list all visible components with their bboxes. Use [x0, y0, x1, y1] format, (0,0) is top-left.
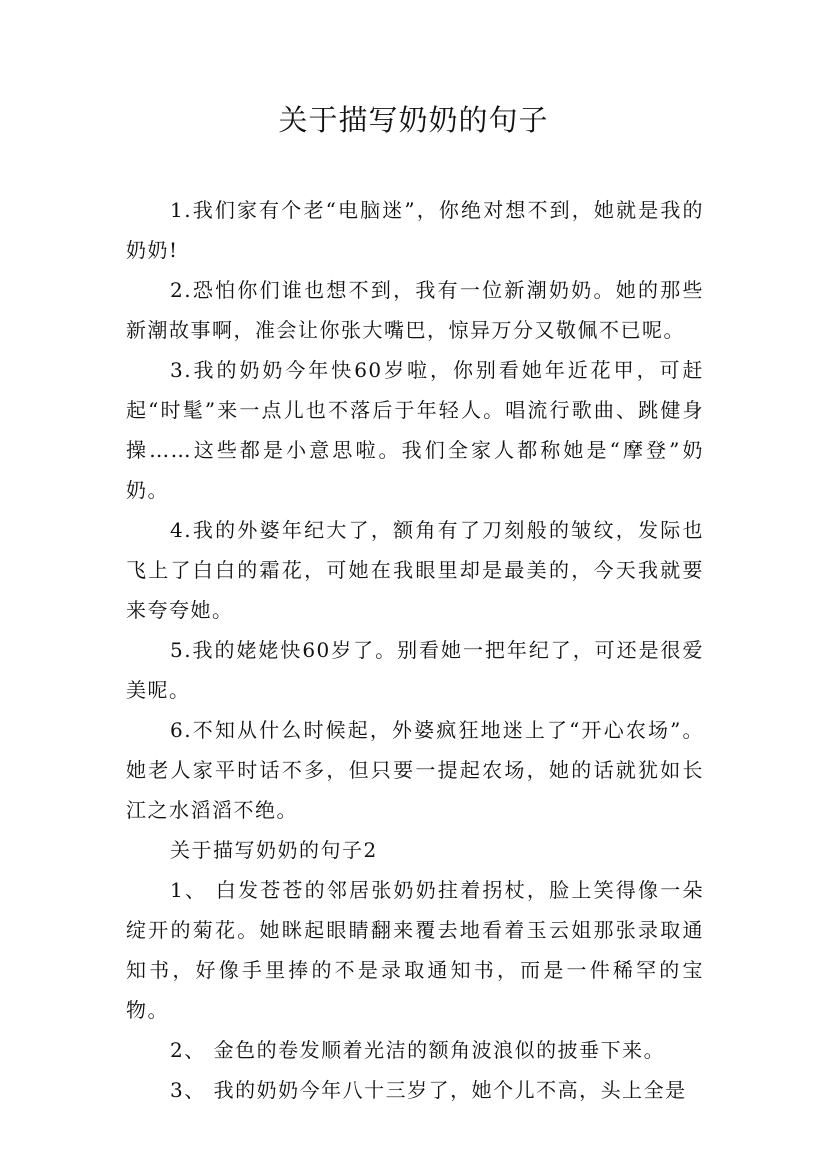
paragraph-7: 1、 白发苍苍的邻居张奶奶拄着拐杖，脸上笑得像一朵绽开的菊花。她眯起眼睛翻来覆去地看着玉云姐那张录取通知书，好像手里捧的不是录取通知书，而是一件稀罕的宝物。: [126, 878, 704, 1022]
paragraph-9: 3、 我的奶奶今年八十三岁了，她个儿不高，头上全是: [170, 1078, 687, 1102]
paragraph-8: 2、 金色的卷发顺着光洁的额角波浪似的披垂下来。: [170, 1038, 666, 1062]
paragraph-1: 1.我们家有个老“电脑迷”，你绝对想不到，她就是我的奶奶!: [126, 198, 704, 262]
paragraph-3: 3.我的奶奶今年快60岁啦，你别看她年近花甲，可赶起“时髦”来一点儿也不落后于年轻人。唱流行歌曲、跳健身操……这些都是小意思啦。我们全家人都称她是“摩登”奶奶。: [126, 358, 704, 502]
document-title: 关于描写奶奶的句子: [278, 103, 549, 137]
paragraph-2: 2.恐怕你们谁也想不到，我有一位新潮奶奶。她的那些新潮故事啊，准会让你张大嘴巴，惊异万分又敬佩不已呢。: [126, 278, 704, 342]
paragraph-5: 5.我的姥姥快60岁了。别看她一把年纪了，可还是很爱美呢。: [126, 638, 704, 702]
paragraph-6: 6.不知从什么时候起，外婆疯狂地迷上了“开心农场”。她老人家平时话不多，但只要一提起农场，她的话就犹如长江之水滔滔不绝。: [126, 718, 704, 822]
paragraph-4: 4.我的外婆年纪大了，额角有了刀刻般的皱纹，发际也飞上了白白的霜花，可她在我眼里却是最美的，今天我就要来夸夸她。: [126, 518, 704, 622]
section-subheading: 关于描写奶奶的句子2: [170, 838, 378, 862]
document-body: [126, 190, 704, 1110]
